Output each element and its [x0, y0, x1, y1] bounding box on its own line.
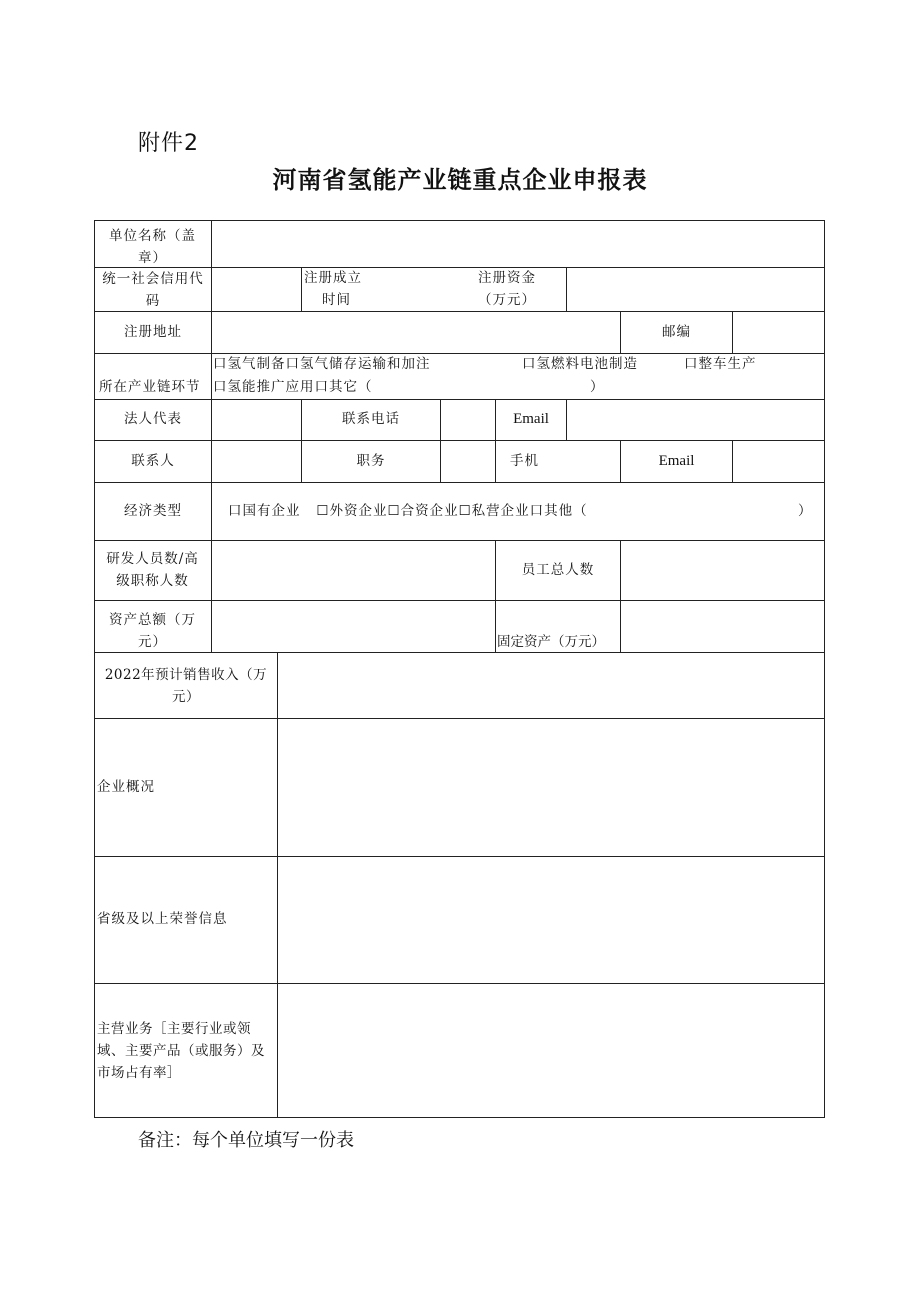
col-divider [440, 399, 441, 440]
reg-capital-label-2: （万元） [478, 292, 536, 308]
row-divider [94, 540, 825, 541]
chain-option-vehicle[interactable]: 口整车生产 [684, 356, 757, 372]
row-divider [94, 856, 825, 857]
col-divider [620, 540, 621, 652]
col-divider [495, 440, 496, 482]
col-divider [566, 399, 567, 440]
reg-capital-label: 注册资金 [478, 270, 536, 286]
reg-date-label-2: 时间 [322, 292, 351, 308]
col-divider [277, 652, 278, 1118]
legal-rep-label: 法人代表 [124, 411, 182, 427]
rd-staff-label: 研发人员数/高级职称人数 [106, 551, 199, 589]
table-border-right [824, 220, 825, 1118]
col-divider [211, 220, 212, 652]
econ-other-close: ） [798, 503, 813, 519]
page-title: 河南省氢能产业链重点企业申报表 [272, 166, 648, 194]
col-divider [440, 440, 441, 482]
row-divider [94, 482, 825, 483]
econ-type-options[interactable]: 口国有企业 ☐外资企业☐合资企业☐私营企业口其他（ [228, 503, 588, 519]
chain-option-fuel-cell[interactable]: 口氢燃料电池制造 [522, 356, 638, 372]
business-label: 主营业务［主要行业或领域、主要产品（或服务）及市场占有率］ [97, 1021, 265, 1081]
col-divider [495, 540, 496, 652]
econ-type-label: 经济类型 [124, 503, 182, 519]
email2-label: Email [658, 453, 695, 469]
row-divider [94, 983, 825, 984]
email-label: Email [513, 411, 549, 427]
total-staff-label: 员工总人数 [521, 562, 595, 578]
row-divider [94, 718, 825, 719]
col-divider [732, 440, 733, 482]
mobile-label: 手机 [510, 453, 539, 469]
sales-label: 2022年预计销售收入（万元） [104, 667, 268, 705]
row-divider [94, 399, 825, 400]
phone-label: 联系电话 [342, 411, 400, 427]
reg-date-label: 注册成立 [304, 270, 362, 286]
chain-option-application-other[interactable]: 口氢能推广应用口其它（ [213, 379, 373, 395]
row-divider [94, 600, 825, 601]
footer-note: 备注：每个单位填写一份表 [138, 1130, 354, 1151]
table-border-top [94, 220, 825, 221]
col-divider [732, 311, 733, 353]
chain-label: 所在产业链环节 [99, 379, 201, 395]
total-assets-label: 资产总额（万元） [109, 612, 196, 650]
fixed-assets-label: 固定资产（万元） [497, 634, 605, 650]
contact-label: 联系人 [131, 453, 175, 469]
credit-code-label: 统一社会信用代码 [102, 271, 204, 309]
chain-other-close: ） [590, 379, 605, 395]
postcode-label: 邮编 [662, 324, 691, 340]
row-divider [94, 440, 825, 441]
table-border-bottom [94, 1117, 825, 1118]
attachment-number: 附件2 [138, 131, 199, 156]
honors-label: 省级及以上荣誉信息 [97, 911, 228, 927]
chain-option-production-storage[interactable]: 口氢气制备口氢气储存运输和加注 [213, 356, 431, 372]
position-label: 职务 [356, 453, 386, 469]
overview-label: 企业概况 [97, 779, 155, 795]
col-divider [566, 267, 567, 311]
reg-address-label: 注册地址 [124, 324, 182, 340]
table-border-left [94, 220, 95, 1118]
unit-name-label: 单位名称（盖章） [109, 228, 196, 266]
col-divider [301, 267, 302, 311]
